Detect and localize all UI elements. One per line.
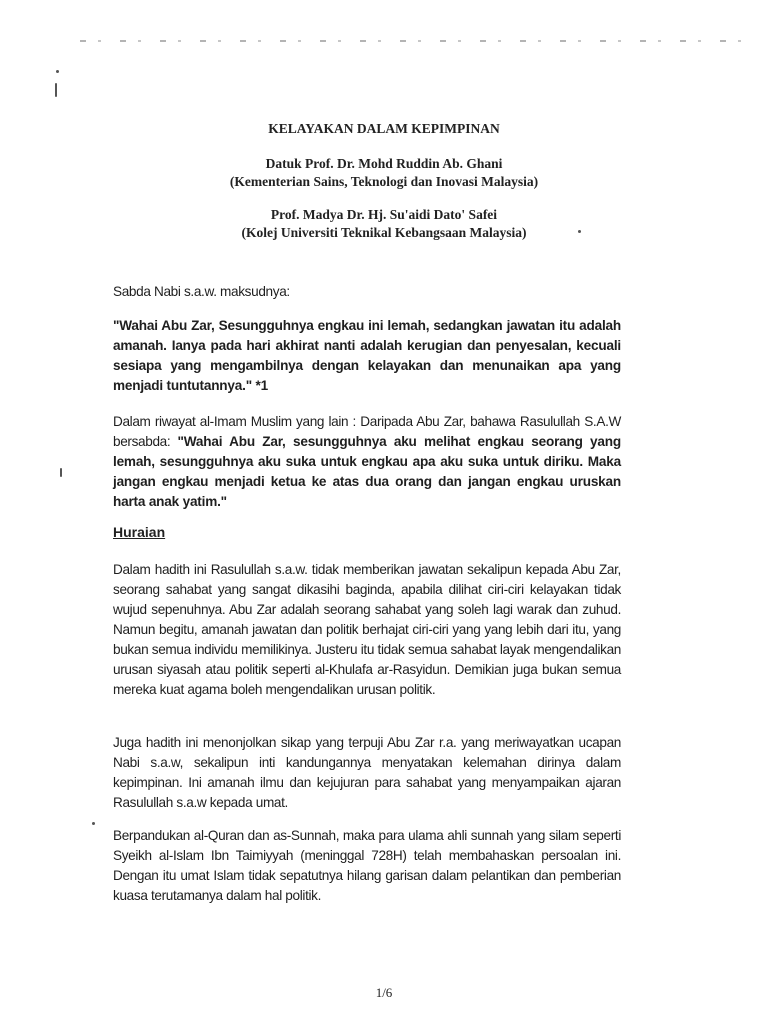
page-number: 1/6 [375,985,393,1000]
scan-speck [55,83,57,97]
scan-speck [56,70,59,73]
paragraph: Dalam hadith ini Rasulullah s.a.w. tidak memberikan jawatan sekalipun kepada Abu Zar, seorang sahabat yang sangat dikasihi baginda, apabila dilihat ciri-ciri kelayakan tidak wujud sepenuhnya. Abu Zar adalah seorang sahabat yang soleh lagi warak dan zuhud. Namun begitu, amanah jawatan dan politik berhajat ciri-ciri yang yang lebih dari itu, yang bukan semua individu memilikinya. Justeru itu tidak semua sahabat layak mengendalikan urusan siyasah atau politik seperti al-Khulafa ar-Rasyidun. Demikian juga bukan semua mereka kuat agama boleh mengendalikan urusan politik. [113,562,621,697]
author-affiliation: (Kolej Universiti Teknikal Kebangsaan Malaysia) [241,225,527,240]
scan-speck [92,822,95,825]
document-title: KELAYAKAN DALAM KEPIMPINAN [268,121,500,136]
section-heading: Huraian [113,524,166,540]
hadith-quote: "Wahai Abu Zar, Sesungguhnya engkau ini lemah, sedangkan jawatan itu adalah amanah. Ianya pada hari akhirat nanti adalah kerugian dan penyesalan, kecuali sesiapa yang mengambilnya dengan kelayakan dan menunaikan apa yang menjadi tuntutannya." *1 [113,318,621,393]
author-affiliation: (Kementerian Sains, Teknologi dan Inovasi Malaysia) [229,174,539,189]
intro-text: Sabda Nabi s.a.w. maksudnya: [113,284,290,299]
paragraph: Juga hadith ini menonjolkan sikap yang terpuji Abu Zar r.a. yang meriwayatkan ucapan Nabi s.a.w, sekalipun inti kandungannya menyatakan kelemahan dirinya dalam kepimpinan. Ini amanah ilmu dan kejujuran para sahabat yang menyampaikan ajaran Rasulullah s.a.w kepada umat. [113,735,621,810]
scan-artifact-top [80,40,750,42]
author-name: Datuk Prof. Dr. Mohd Ruddin Ab. Ghani [265,156,503,171]
author-name: Prof. Madya Dr. Hj. Su'aidi Dato' Safei [270,207,498,222]
hadith-quote: "Wahai Abu Zar, sesungguhnya aku melihat engkau seorang yang lemah, sesungguhnya aku suka untuk engkau apa aku suka untuk diriku. Maka jangan engkau menjadi ketua ke atas dua orang dan jangan engkau uruskan harta anak yatim." [113,434,621,509]
hadith-paragraph [113,412,621,512]
paragraph: Berpandukan al-Quran dan as-Sunnah, maka para ulama ahli sunnah yang silam seperti Syeikh al-Islam Ibn Taimiyyah (meninggal 728H) telah membahaskan persoalan ini. Dengan itu umat Islam tidak sepatutnya hilang garisan dalam pelantikan dan pemberian kuasa terutamanya dalam hal politik. [113,828,621,903]
hadith-intro: Dalam riwayat al-Imam Muslim yang lain : Daripada Abu Zar, bahawa Rasulullah S.A.W bersabda: [113,414,621,449]
scan-speck [60,468,62,477]
